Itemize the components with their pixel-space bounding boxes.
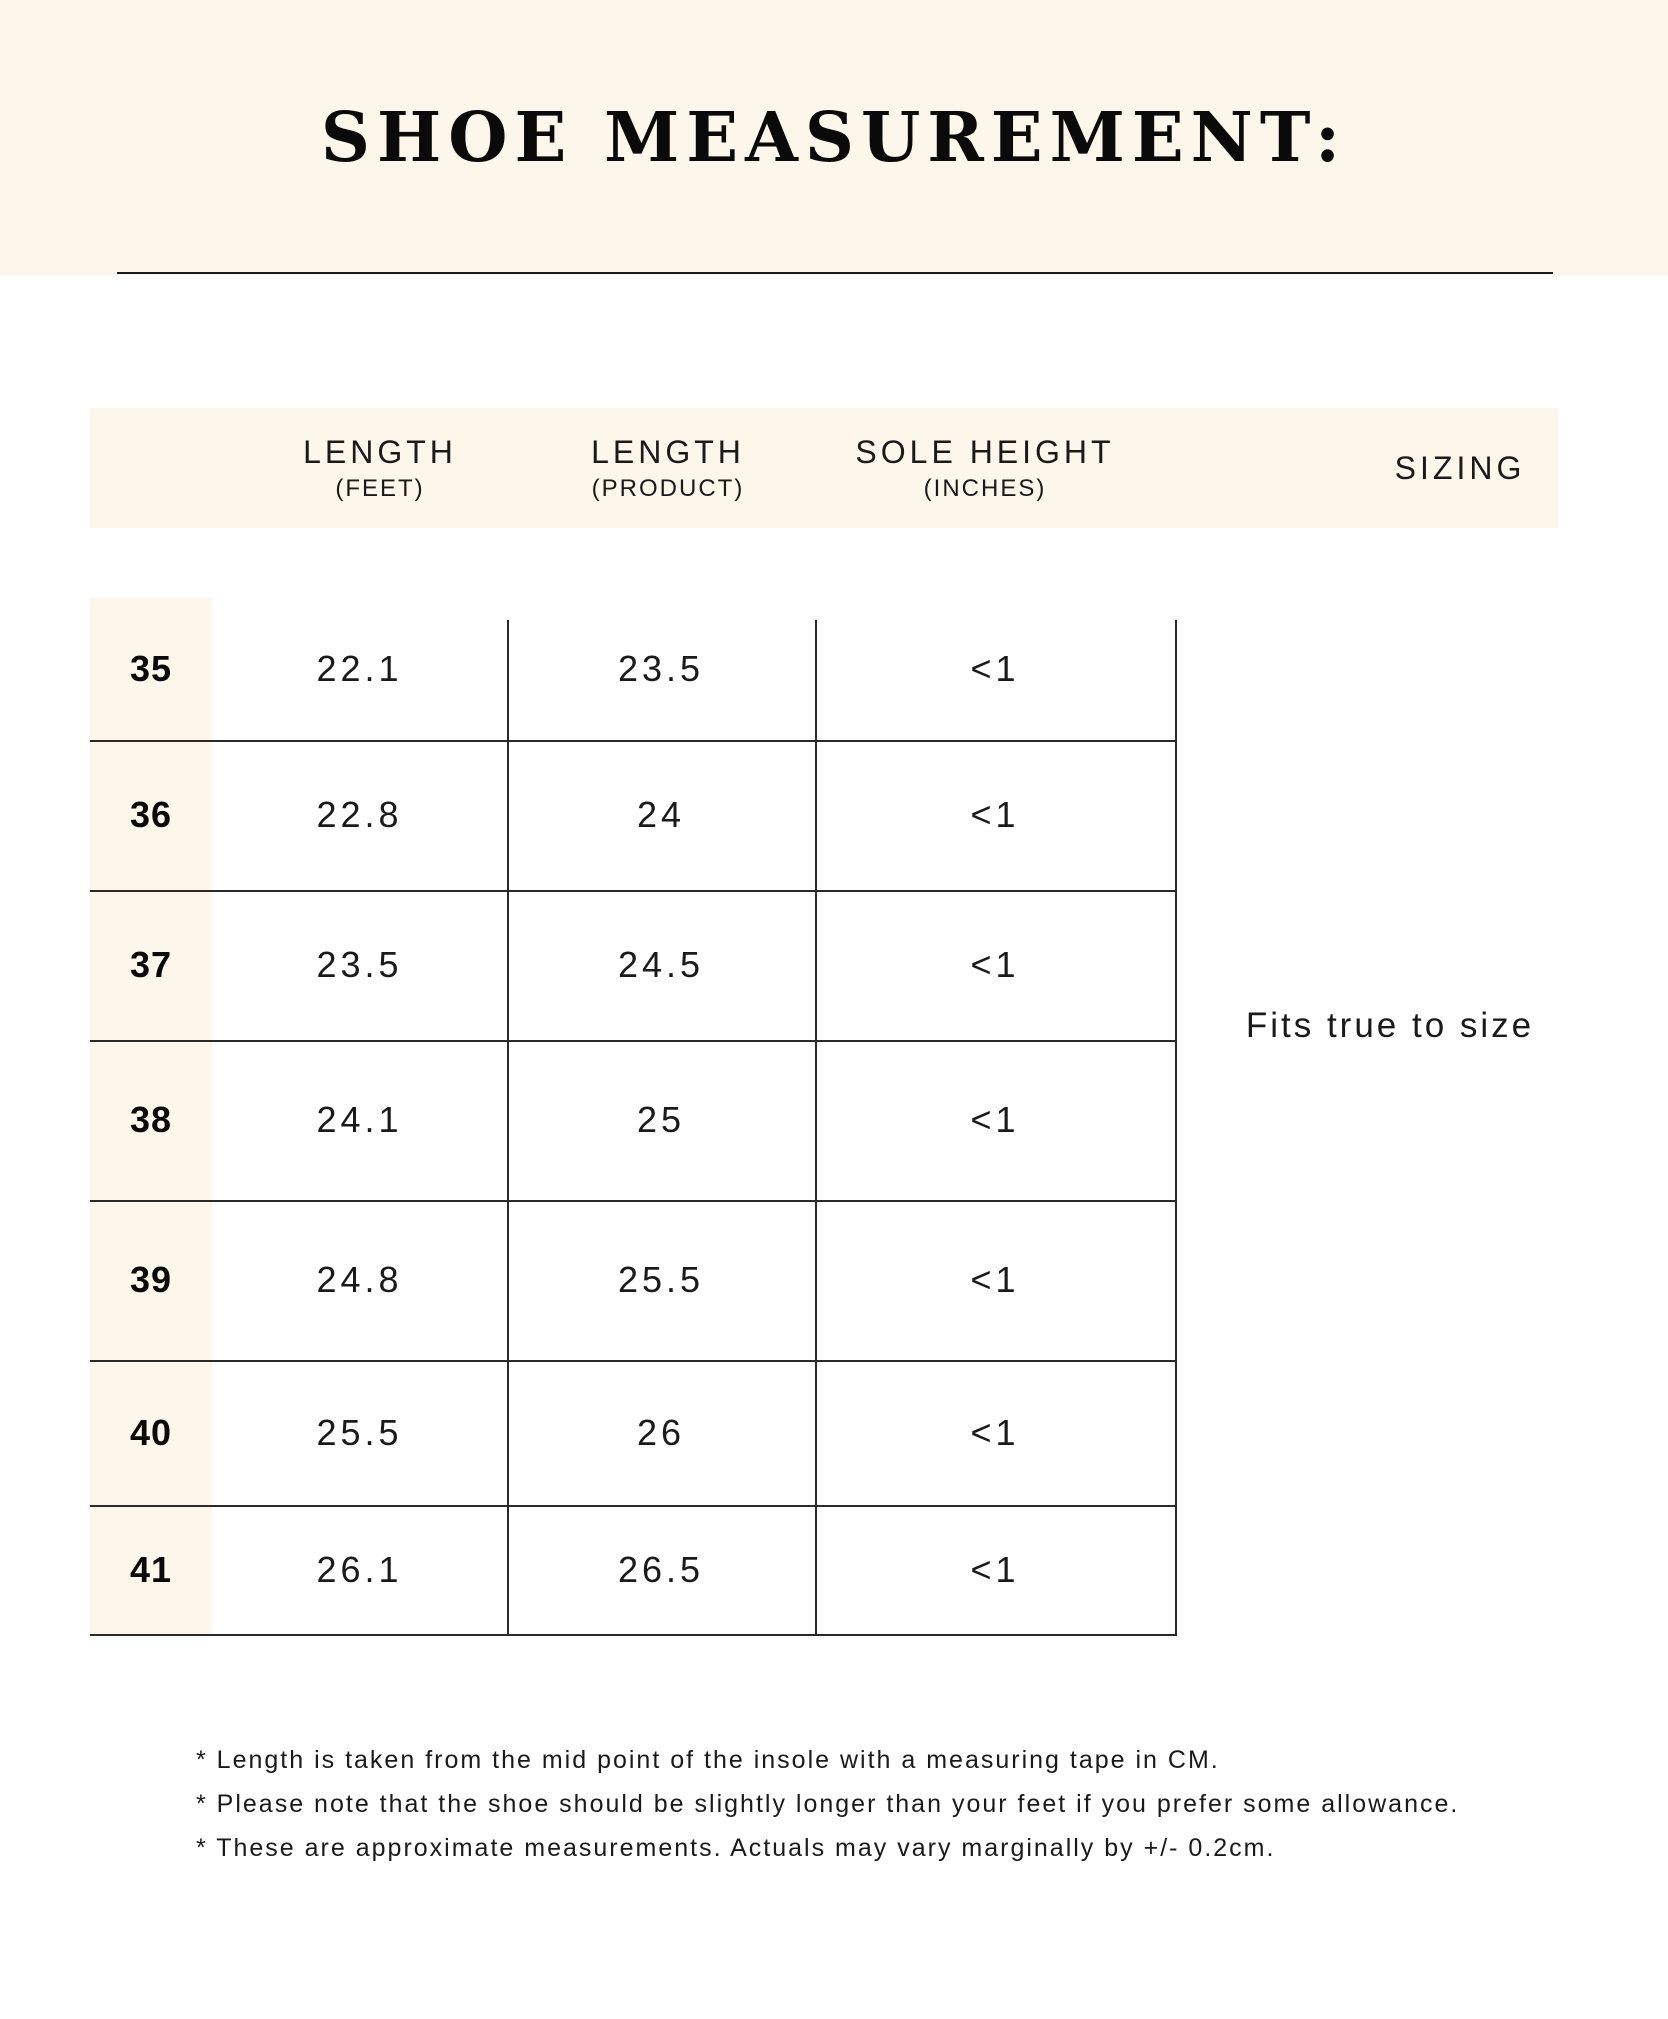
footnote: * Length is taken from the mid point of the insole with a measuring tape in CM. (196, 1746, 1220, 1774)
column-header-length-product (508, 408, 828, 528)
measurement-cell: <1 (970, 794, 1020, 835)
column-header-sole-height (815, 408, 1155, 528)
measurement-cell: 24.5 (617, 944, 705, 985)
measurement-cell: 25.5 (617, 1259, 705, 1300)
measurement-cell: 26.1 (316, 1548, 403, 1590)
table-grid-line (1175, 620, 1177, 1636)
measurement-cell: 22.8 (316, 794, 403, 835)
measurement-cell: <1 (970, 1411, 1020, 1453)
column-header-unit: (PRODUCT) (591, 475, 745, 502)
measurement-cell: 24.1 (316, 1099, 403, 1140)
table-header (90, 408, 1558, 528)
measurement-cell: 24.8 (316, 1259, 403, 1300)
measurement-cell: <1 (970, 1259, 1020, 1300)
column-header-sizing (1270, 408, 1650, 528)
size-cell: 36 (129, 794, 173, 835)
measurement-cell: <1 (970, 648, 1020, 689)
size-cell: 35 (129, 648, 173, 689)
size-cell: 38 (129, 1099, 173, 1140)
measurement-cell: 26 (636, 1411, 686, 1453)
size-cell: 39 (129, 1259, 173, 1300)
size-cell: 40 (129, 1411, 173, 1453)
measurement-cell: 25.5 (316, 1411, 403, 1453)
footnote: * These are approximate measurements. Actuals may vary marginally by +/- 0.2cm. (196, 1834, 1276, 1862)
title-divider (117, 272, 1553, 274)
measurement-cell: 25 (636, 1099, 686, 1140)
measurement-cell: 23.5 (316, 944, 403, 985)
measurement-cell: 24 (636, 794, 686, 835)
measurement-cell: 22.1 (316, 648, 403, 689)
measurement-cell: <1 (970, 1099, 1020, 1140)
sizing-note: Fits true to size (1245, 1006, 1535, 1045)
size-cell: 37 (129, 944, 173, 985)
column-header-label: LENGTH (591, 434, 745, 470)
measurement-cell: 23.5 (617, 648, 705, 689)
measurement-cell: <1 (970, 1548, 1020, 1590)
measurement-cell: <1 (970, 944, 1020, 985)
column-header-unit: (INCHES) (923, 475, 1047, 502)
footnotes (196, 1738, 1596, 1870)
column-header-unit: (FEET) (335, 475, 425, 502)
column-header-label: SIZING (1394, 450, 1526, 486)
page-title: SHOE MEASUREMENT: (320, 98, 1348, 178)
table-grid-line (90, 1634, 1177, 1636)
size-cell: 41 (129, 1548, 173, 1590)
measurement-cell: 26.5 (617, 1548, 705, 1590)
footnote: * Please note that the shoe should be slightly longer than your feet if you prefer some allowance. (196, 1790, 1460, 1818)
column-header-label: LENGTH (303, 434, 457, 470)
column-header-length-feet (220, 408, 540, 528)
column-header-label: SOLE HEIGHT (855, 434, 1115, 470)
